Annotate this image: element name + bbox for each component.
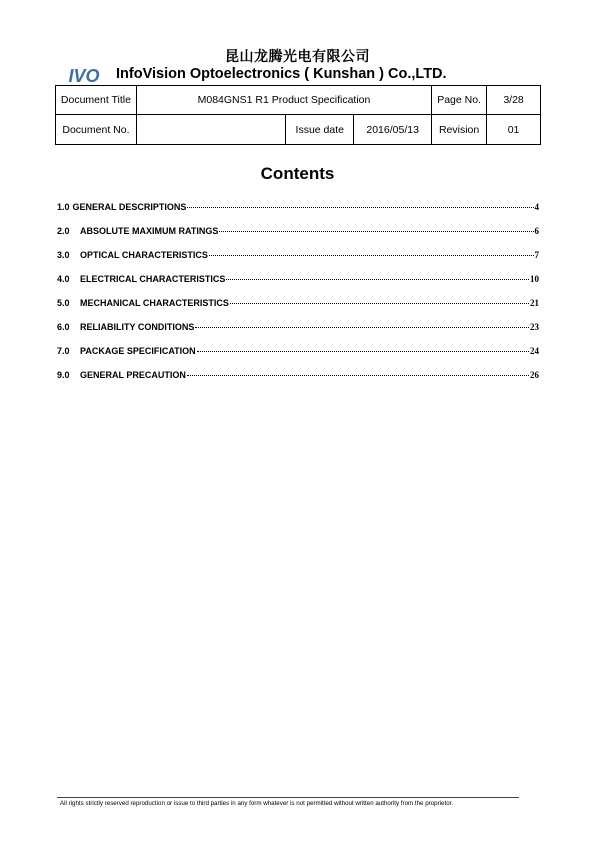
toc-entry[interactable] xyxy=(57,250,539,274)
toc-entry-label: ABSOLUTE MAXIMUM RATINGS xyxy=(80,226,219,236)
toc-leader-dots xyxy=(219,231,533,232)
toc-leader-dots xyxy=(230,303,529,304)
company-name-chinese: 昆山龙腾光电有限公司 xyxy=(225,49,370,65)
toc-leader-dots xyxy=(187,207,533,208)
toc-entry-label: OPTICAL CHARACTERISTICS xyxy=(80,250,208,260)
toc-entry[interactable] xyxy=(57,322,539,346)
toc-entry-page: 24 xyxy=(530,346,539,356)
document-title-label: Document Title xyxy=(56,86,137,115)
document-info-table xyxy=(55,85,541,145)
toc-entry-number: 4.0 xyxy=(57,274,70,284)
toc-entry-page: 4 xyxy=(534,202,539,212)
toc-entry-page: 10 xyxy=(530,274,539,284)
footer-divider xyxy=(57,797,519,798)
ivo-logo xyxy=(62,66,106,86)
toc-entry[interactable] xyxy=(57,226,539,250)
toc-entry-number: 3.0 xyxy=(57,250,70,260)
toc-entry-number: 9.0 xyxy=(57,370,70,380)
svg-text:IVO: IVO xyxy=(68,66,100,86)
toc-entry-number: 5.0 xyxy=(57,298,70,308)
issue-date-label: Issue date xyxy=(286,115,354,145)
issue-date-value: 2016/05/13 xyxy=(354,115,432,145)
table-of-contents xyxy=(57,202,539,394)
toc-entry-page: 26 xyxy=(530,370,539,380)
document-no-label: Document No. xyxy=(56,115,137,145)
document-no-value xyxy=(136,115,285,145)
toc-entry[interactable] xyxy=(57,298,539,322)
company-name-english: InfoVision Optoelectronics ( Kunshan ) Co.,LTD. xyxy=(116,66,447,82)
toc-entry-label: GENERAL DESCRIPTIONS xyxy=(72,202,187,212)
toc-entry-label: PACKAGE SPECIFICATION xyxy=(80,346,196,356)
toc-entry-number: 7.0 xyxy=(57,346,70,356)
page-no-value: 3/28 xyxy=(487,86,541,115)
toc-entry-page: 21 xyxy=(530,298,539,308)
toc-entry[interactable] xyxy=(57,370,539,394)
toc-leader-dots xyxy=(209,255,534,256)
toc-entry-page: 6 xyxy=(534,226,539,236)
toc-entry[interactable] xyxy=(57,346,539,370)
toc-entry-number: 1.0 xyxy=(57,202,70,212)
toc-entry[interactable] xyxy=(57,202,539,226)
toc-entry[interactable] xyxy=(57,274,539,298)
document-title-value: M084GNS1 R1 Product Specification xyxy=(136,86,431,115)
toc-entry-label: MECHANICAL CHARACTERISTICS xyxy=(80,298,229,308)
page-no-label: Page No. xyxy=(432,86,487,115)
toc-entry-label: RELIABILITY CONDITIONS xyxy=(80,322,195,332)
toc-entry-label: ELECTRICAL CHARACTERISTICS xyxy=(80,274,226,284)
toc-leader-dots xyxy=(187,375,529,376)
contents-title: Contents xyxy=(260,164,335,183)
toc-entry-page: 23 xyxy=(530,322,539,332)
revision-label: Revision xyxy=(432,115,487,145)
toc-entry-number: 2.0 xyxy=(57,226,70,236)
toc-entry-label: GENERAL PRECAUTION xyxy=(80,370,186,380)
toc-leader-dots xyxy=(197,351,529,352)
toc-leader-dots xyxy=(226,279,529,280)
toc-entry-number: 6.0 xyxy=(57,322,70,332)
toc-leader-dots xyxy=(195,327,529,328)
revision-value: 01 xyxy=(487,115,541,145)
toc-entry-page: 7 xyxy=(534,250,539,260)
footer-copyright-notice: All rights strictly reserved reproduction or issue to third parties in any form whatever is not permitted without written authority from the proprietor. xyxy=(60,800,454,807)
